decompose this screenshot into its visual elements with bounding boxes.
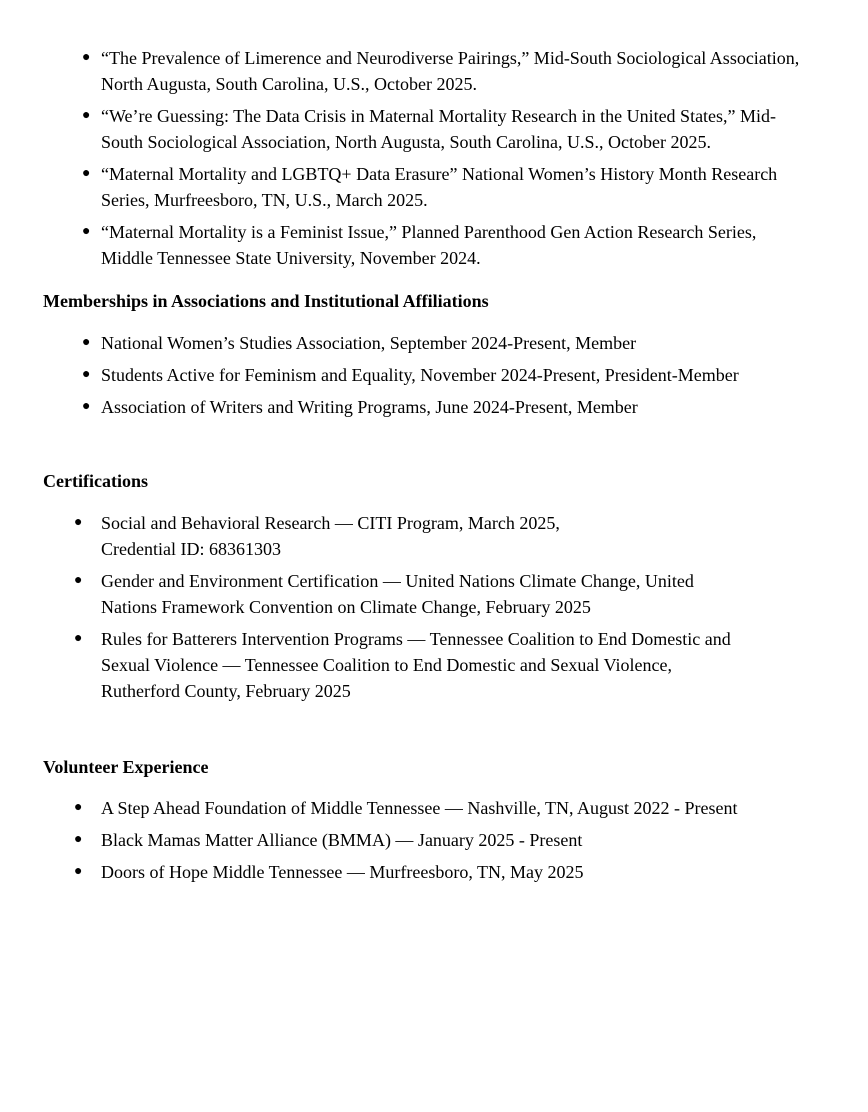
list-item-line: Rutherford County, February 2025 xyxy=(101,681,351,701)
list-item xyxy=(82,394,841,420)
bullet-icon: ● xyxy=(82,224,91,239)
list-item-line: Rules for Batterers Intervention Programs — Tennessee Coalition to End Domestic and xyxy=(101,629,731,649)
list-item xyxy=(74,510,841,562)
list-item xyxy=(74,795,841,821)
list-item-text: Association of Writers and Writing Programs, June 2024-Present, Member xyxy=(101,397,638,417)
list-item xyxy=(74,626,841,704)
list-item-text: “We’re Guessing: The Data Crisis in Maternal Mortality Research in the United States,” Mid-South Sociological Association, North Augusta, South Carolina, U.S., October 2025. xyxy=(101,106,777,152)
presentations-list xyxy=(82,45,801,277)
bullet-icon: ● xyxy=(74,631,83,646)
bullet-icon: ● xyxy=(74,864,83,879)
bullet-icon: ● xyxy=(74,573,83,588)
memberships-heading: Memberships in Associations and Institutional Affiliations xyxy=(43,291,489,311)
list-item xyxy=(82,103,801,155)
bullet-icon: ● xyxy=(82,367,91,382)
list-item-text: National Women’s Studies Association, September 2024-Present, Member xyxy=(101,333,637,353)
list-item-line: Sexual Violence — Tennessee Coalition to End Domestic and Sexual Violence, xyxy=(101,655,672,675)
bullet-icon: ● xyxy=(82,50,91,65)
list-item xyxy=(82,219,801,271)
list-item-line: Social and Behavioral Research — CITI Program, March 2025, xyxy=(101,513,560,533)
list-item xyxy=(74,827,841,853)
list-item xyxy=(82,330,841,356)
memberships-list xyxy=(82,330,841,426)
list-item-text: “Maternal Mortality is a Feminist Issue,” Planned Parenthood Gen Action Research Series, Middle Tennessee State University, November 2024. xyxy=(101,222,757,268)
list-item xyxy=(82,161,801,213)
list-item xyxy=(74,859,841,885)
list-item-text: Students Active for Feminism and Equality, November 2024-Present, President-Member xyxy=(101,365,739,385)
bullet-icon: ● xyxy=(74,832,83,847)
volunteer-heading: Volunteer Experience xyxy=(43,757,209,777)
list-item-text: Doors of Hope Middle Tennessee — Murfreesboro, TN, May 2025 xyxy=(101,862,584,882)
list-item-text: Black Mamas Matter Alliance (BMMA) — January 2025 - Present xyxy=(101,830,583,850)
list-item xyxy=(82,45,801,97)
bullet-icon: ● xyxy=(74,515,83,530)
list-item-line: Nations Framework Convention on Climate Change, February 2025 xyxy=(101,597,591,617)
list-item-text: “Maternal Mortality and LGBTQ+ Data Erasure” National Women’s History Month Research Series, Murfreesboro, TN, U.S., March 2025. xyxy=(101,164,778,210)
certifications-heading: Certifications xyxy=(43,471,148,491)
list-item xyxy=(82,362,841,388)
list-item-text: A Step Ahead Foundation of Middle Tennessee — Nashville, TN, August 2022 - Present xyxy=(101,798,738,818)
list-item-line: Credential ID: 68361303 xyxy=(101,539,281,559)
list-item-line: Gender and Environment Certification — United Nations Climate Change, United xyxy=(101,571,694,591)
bullet-icon: ● xyxy=(82,108,91,123)
volunteer-list xyxy=(74,795,841,891)
bullet-icon: ● xyxy=(82,399,91,414)
bullet-icon: ● xyxy=(74,800,83,815)
bullet-icon: ● xyxy=(82,166,91,181)
certifications-list xyxy=(74,510,841,710)
bullet-icon: ● xyxy=(82,335,91,350)
list-item-text: “The Prevalence of Limerence and Neurodiverse Pairings,” Mid-South Sociological Association, North Augusta, South Carolina, U.S., October 2025. xyxy=(101,48,800,94)
list-item xyxy=(74,568,841,620)
